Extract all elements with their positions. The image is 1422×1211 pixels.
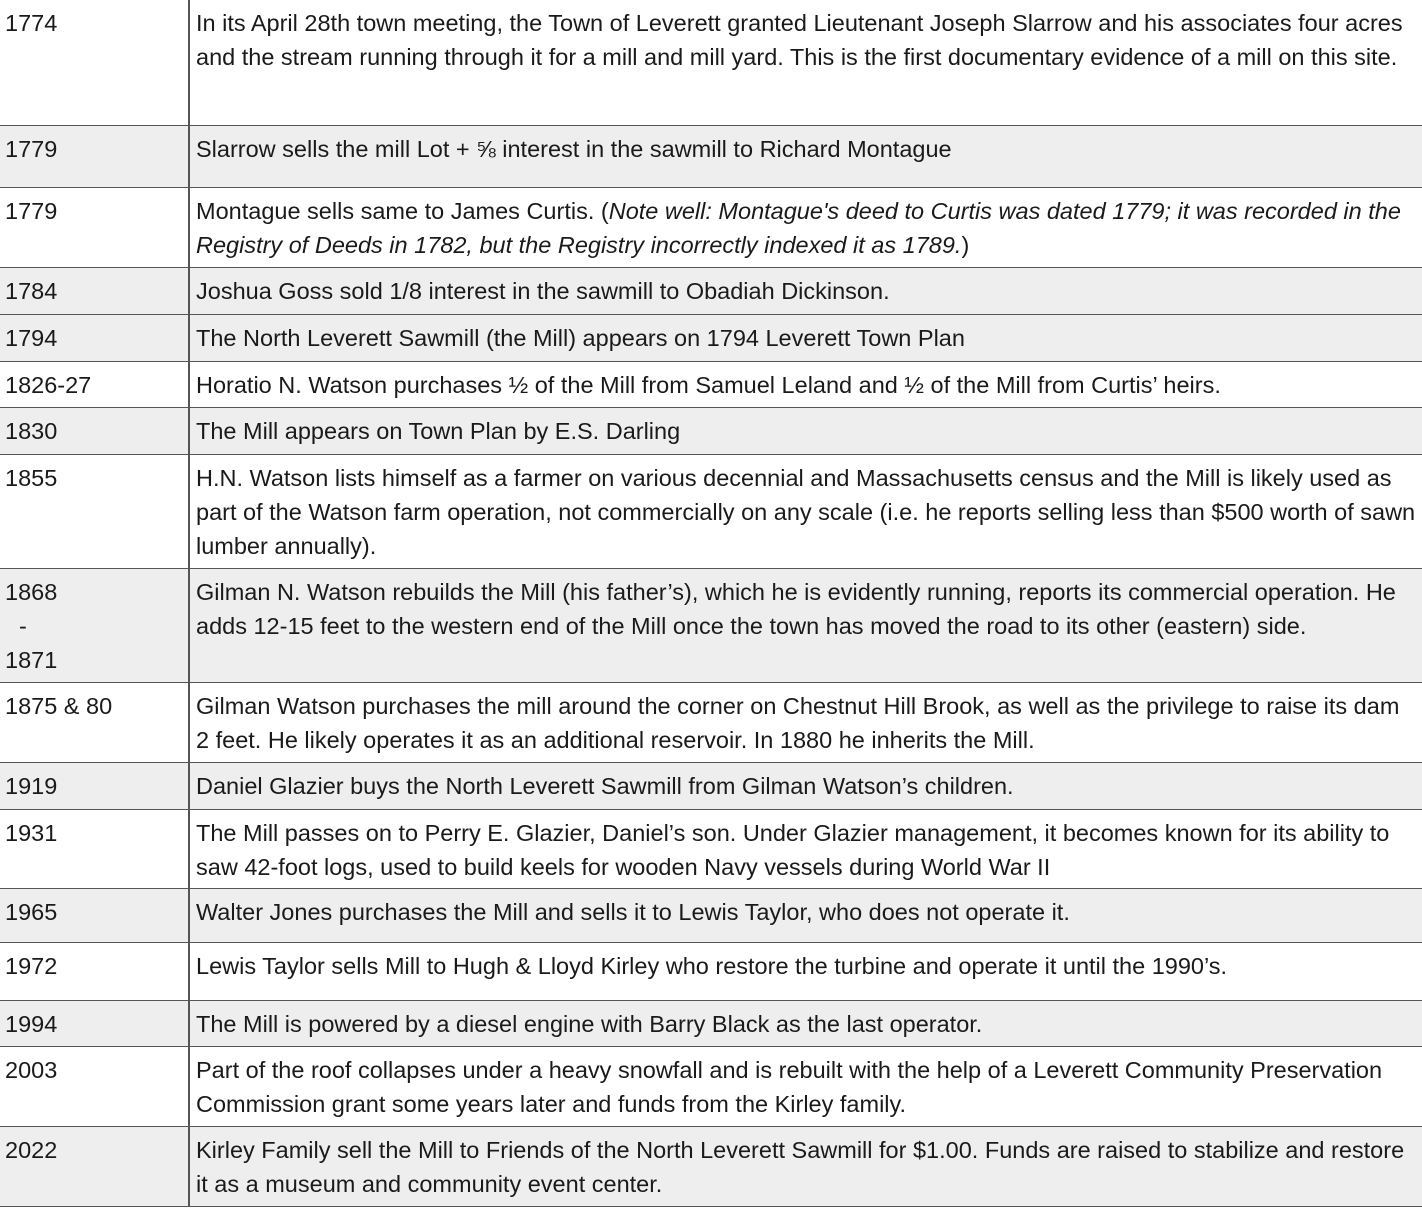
column-divider [188,569,190,682]
table-row [0,1047,1422,1127]
table-row [0,943,1422,1001]
event-cell: The North Leverett Sawmill (the Mill) appears on 1794 Leverett Town Plan [196,325,965,351]
event-cell: H.N. Watson lists himself as a farmer on various decennial and Massachusetts census and the Mill is likely used as part of the Watson farm operation, not commercially on any scale (i.e. he reports selling less than $500 worth of sawn lumber annually). [196,465,1416,559]
event-cell: The Mill is powered by a diesel engine with Barry Black as the last operator. [196,1011,983,1037]
column-divider [188,455,190,568]
event-note: Note well: Montague's deed to Curtis was dated 1779; it was recorded in the Registry of Deeds in 1782, but the Registry incorrectly indexed it as 1789. [196,198,1401,258]
year-cell: 1830 [5,418,58,444]
table-row [0,0,1422,126]
column-divider [188,362,190,407]
table-row [0,268,1422,315]
event-cell: Slarrow sells the mill Lot + ⅝ interest in the sawmill to Richard Montague [196,136,952,162]
column-divider [188,1127,190,1206]
event-cell: Daniel Glazier buys the North Leverett Sawmill from Gilman Watson’s children. [196,773,1014,799]
year-cell: 1972 [5,953,58,979]
year-cell: 1875 & 80 [5,693,113,719]
year-cell: 1994 [5,1011,58,1037]
column-divider [188,268,190,314]
event-cell: The Mill passes on to Perry E. Glazier, Daniel’s son. Under Glazier management, it becomes known for its ability to saw 42-foot logs, used to build keels for wooden Navy vessels during World War II [196,820,1390,880]
year-cell: 1826-27 [5,372,92,398]
year-cell: 1794 [5,325,58,351]
event-cell: Part of the roof collapses under a heavy snowfall and is rebuilt with the help of a Leverett Community Preservation Commission grant some years later and funds from the Kirley family. [196,1057,1383,1117]
event-text: Montague sells same to James Curtis. ( [196,198,609,224]
table-row [0,408,1422,455]
column-divider [188,889,190,942]
year-cell: 1784 [5,278,58,304]
year-cell [5,575,185,677]
event-cell: Kirley Family sell the Mill to Friends of the North Leverett Sawmill for $1.00. Funds are raised to stabilize and restore it as a museum and community event center. [196,1137,1405,1197]
year-cell: 2003 [5,1057,58,1083]
table-row [0,1127,1422,1207]
table-row [0,188,1422,268]
column-divider [188,1047,190,1126]
table-row [0,362,1422,408]
table-row [0,569,1422,683]
event-text-end: ) [961,232,970,258]
year-cell: 1779 [5,136,58,162]
year-cell: 1855 [5,465,58,491]
column-divider [188,188,190,267]
event-cell: Joshua Goss sold 1/8 interest in the sawmill to Obadiah Dickinson. [196,278,890,304]
table-row [0,889,1422,943]
year-start: 1868 [5,579,58,605]
table-row [0,315,1422,362]
event-cell [196,194,1416,262]
year-dash: - [19,613,27,639]
year-cell: 1774 [5,10,58,36]
column-divider [188,0,190,125]
year-end: 1871 [5,647,58,673]
year-cell: 1931 [5,820,58,846]
event-cell: Walter Jones purchases the Mill and sells it to Lewis Taylor, who does not operate it. [196,899,1070,925]
year-cell: 2022 [5,1137,58,1163]
year-cell: 1919 [5,773,58,799]
event-cell: The Mill appears on Town Plan by E.S. Darling [196,418,681,444]
event-cell: Gilman N. Watson rebuilds the Mill (his father’s), which he is evidently running, reports its commercial operation. He adds 12-15 feet to the western end of the Mill once the town has moved the road to its other (eastern) side. [196,579,1396,639]
year-cell: 1965 [5,899,58,925]
column-divider [188,315,190,361]
year-cell: 1779 [5,198,58,224]
event-cell: In its April 28th town meeting, the Town of Leverett granted Lieutenant Joseph Slarrow and his associates four acres and the stream running through it for a mill and mill yard. This is the first documentary evidence of a mill on this site. [196,10,1403,70]
column-divider [188,126,190,187]
event-cell: Horatio N. Watson purchases ½ of the Mill from Samuel Leland and ½ of the Mill from Curtis’ heirs. [196,372,1221,398]
table-row [0,683,1422,763]
table-row [0,763,1422,810]
column-divider [188,683,190,762]
table-row [0,1001,1422,1047]
column-divider [188,1001,190,1046]
event-cell: Lewis Taylor sells Mill to Hugh & Lloyd Kirley who restore the turbine and operate it until the 1990’s. [196,953,1228,979]
table-row [0,455,1422,569]
table-row [0,810,1422,889]
column-divider [188,810,190,888]
column-divider [188,943,190,1000]
table-row [0,126,1422,188]
column-divider [188,763,190,809]
event-cell: Gilman Watson purchases the mill around the corner on Chestnut Hill Brook, as well as the privilege to raise its dam 2 feet. He likely operates it as an additional reservoir. In 1880 he inherits the Mill. [196,693,1400,753]
column-divider [188,408,190,454]
